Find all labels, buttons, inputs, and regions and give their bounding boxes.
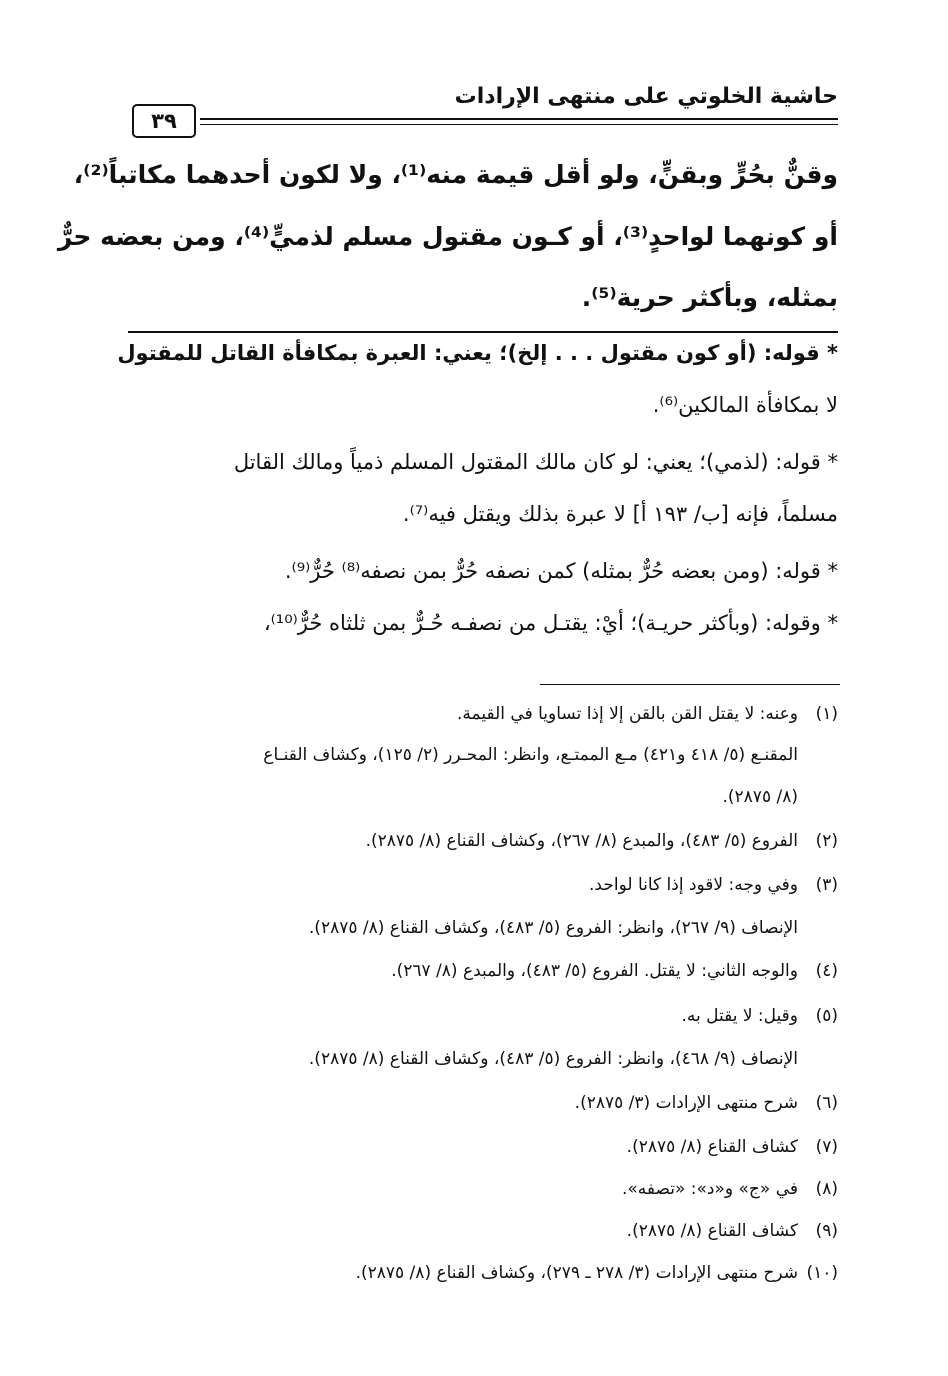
footnote-text: وفي وجه: لاقود إذا كانا لواحد. — [589, 875, 798, 895]
footnote-8 — [132, 1179, 838, 1199]
footnote-text: الفروع (٥/ ٤٨٣)، والمبدع (٨/ ٢٦٧)، وكشاف القناع (٨/ ٢٨٧٥). — [365, 831, 798, 851]
commentary-line: * قوله: (أو كون مقتول . . . إلخ)؛ يعني: العبرة بمكافأة القاتل للمقتول — [117, 341, 838, 365]
footnote-number: (١) — [815, 704, 838, 724]
commentary-line: مسلماً، فإنه [ب/ ١٩٣ أ] لا عبرة بذلك ويقتل فيه⁽⁷⁾. — [402, 502, 838, 526]
footnote-3 — [132, 875, 838, 895]
footnote-10 — [132, 1263, 838, 1283]
header-rule — [200, 118, 838, 120]
footnote-number: (٩) — [815, 1221, 838, 1241]
footnote-separator — [540, 684, 840, 685]
footnote-text: وقيل: لا يقتل به. — [681, 1006, 798, 1026]
footnote-5 — [132, 1006, 838, 1026]
header-rule-thin — [200, 124, 838, 125]
page-number: ٣٩ — [132, 104, 196, 138]
commentary-line: * قوله: (ومن بعضه حُرٌّ بمثله) كمن نصفه حُرٌّ بمن نصفه⁽⁸⁾ حُرٌّ⁽⁹⁾. — [284, 559, 838, 583]
footnote-text: وعنه: لا يقتل القن بالقن إلا إذا تساويا في القيمة. — [457, 704, 798, 724]
footnote-number: (٨) — [815, 1179, 838, 1199]
text-separator-rule — [128, 331, 838, 333]
footnote-number: (٢) — [815, 831, 838, 851]
footnote-text: في «ج» و«د»: «تصفه». — [622, 1179, 798, 1199]
footnote-text: كشاف القناع (٨/ ٢٨٧٥). — [626, 1221, 798, 1241]
footnote-2 — [132, 831, 838, 851]
footnote-text: شرح منتهى الإرادات (٣/ ٢٧٨ ـ ٢٧٩)، وكشاف القناع (٨/ ٢٨٧٥). — [355, 1263, 798, 1283]
main-text-line: وقنٌّ بحُرٍّ وبقنٍّ، ولو أقل قيمة منه⁽¹⁾، ولا لكون أحدهما مكاتباً⁽²⁾، — [73, 160, 838, 189]
main-text-line: بمثله، وبأكثر حرية⁽⁵⁾. — [581, 283, 838, 312]
footnote-6 — [132, 1093, 838, 1113]
footnote-9 — [132, 1221, 838, 1241]
footnote-4 — [132, 961, 838, 981]
footnote-number: (٣) — [815, 875, 838, 895]
footnote-number: (١٠) — [806, 1263, 838, 1283]
footnote-text: الإنصاف (٩/ ٤٦٨)، وانظر: الفروع (٥/ ٤٨٣)، وكشاف القناع (٨/ ٢٨٧٥). — [308, 1049, 798, 1069]
footnote-7 — [132, 1137, 838, 1157]
running-header-title: حاشية الخلوتي على منتهى الإرادات — [454, 84, 838, 109]
footnote-number: (٤) — [815, 961, 838, 981]
footnote-number: (٦) — [815, 1093, 838, 1113]
footnote-number: (٧) — [815, 1137, 838, 1157]
main-text-line: أو كونهما لواحدٍ⁽³⁾، أو كـون مقتول مسلم لذميٍّ⁽⁴⁾، ومن بعضه حرٌّ — [57, 222, 838, 251]
footnote-text: كشاف القناع (٨/ ٢٨٧٥). — [626, 1137, 798, 1157]
footnote-text: والوجه الثاني: لا يقتل. الفروع (٥/ ٤٨٣)، والمبدع (٨/ ٢٦٧). — [391, 961, 798, 981]
footnote-text: المقنـع (٥/ ٤١٨ و٤٢١) مـع الممتـع، وانظر: المحـرر (٢/ ١٢٥)، وكشاف القنـاع — [263, 745, 798, 765]
footnote-number: (٥) — [815, 1006, 838, 1026]
footnote-text: (٨/ ٢٨٧٥). — [722, 787, 798, 807]
commentary-line: * قوله: (لذمي)؛ يعني: لو كان مالك المقتول المسلم ذمياً ومالك القاتل — [233, 450, 838, 474]
commentary-line: * وقوله: (وبأكثر حريـة)؛ أيْ: يقتـل من نصفـه حُـرٌّ بمن ثلثاه حُرٌّ⁽¹⁰⁾، — [263, 611, 838, 635]
commentary-line: لا بمكافأة المالكين⁽⁶⁾. — [652, 393, 838, 417]
footnote-1 — [132, 704, 838, 724]
footnote-text: الإنصاف (٩/ ٢٦٧)، وانظر: الفروع (٥/ ٤٨٣)، وكشاف القناع (٨/ ٢٨٧٥). — [308, 918, 798, 938]
footnote-text: شرح منتهى الإرادات (٣/ ٢٨٧٥). — [574, 1093, 798, 1113]
